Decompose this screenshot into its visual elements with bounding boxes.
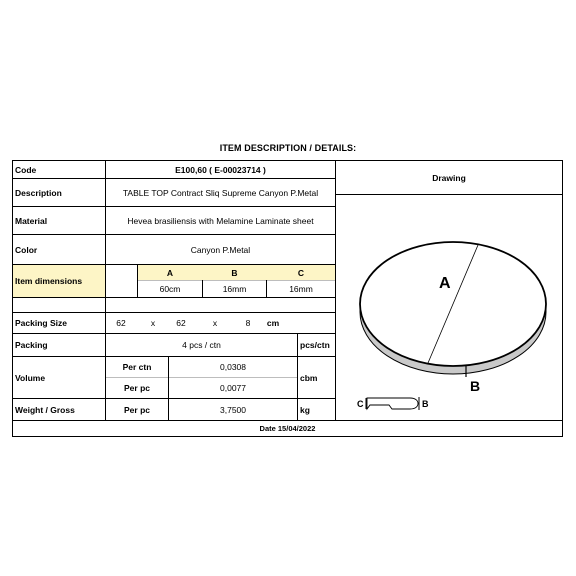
volume-unit: cbm (300, 372, 318, 383)
label-c: C (357, 399, 364, 409)
row-divider (13, 297, 335, 298)
volume-label: Volume (15, 372, 46, 383)
description-value: TABLE TOP Contract Sliq Supreme Canyon P.Metal (122, 187, 319, 198)
volume-per-ctn-value: 0,0308 (220, 362, 246, 372)
item-details-sheet (12, 160, 563, 437)
packing-sep: x (212, 318, 218, 328)
label-b: B (470, 378, 481, 394)
profile-shape (367, 398, 418, 409)
weight-label: Weight / Gross (15, 404, 75, 415)
packing-size-label: Packing Size (15, 318, 67, 328)
material-value: Hevea brasiliensis with Melamine Laminate sheet (127, 215, 314, 226)
label-a: A (439, 275, 451, 292)
packing-size-unit: cm (266, 318, 280, 328)
table-top-drawing (336, 195, 562, 420)
packing-label: Packing (15, 340, 48, 350)
date-footer: Date 15/04/2022 (259, 424, 316, 433)
dimension-c-value: 16mm (289, 284, 313, 294)
code-value: E100,60 ( E-00023714 ) (175, 165, 266, 175)
page-title: ITEM DESCRIPTION / DETAILS: (219, 143, 357, 153)
packing-width: 62 (176, 318, 186, 328)
weight-value: 3,7500 (220, 404, 246, 415)
color-label: Color (15, 244, 38, 255)
code-label: Code (15, 165, 37, 175)
item-dimensions-label: Item dimensions (15, 276, 83, 286)
volume-per-pc-value: 0,0077 (220, 383, 246, 393)
dimension-b-value: 16mm (222, 284, 247, 294)
dimension-a-value: 60cm (159, 284, 181, 294)
packing-length: 62 (116, 318, 126, 328)
weight-per-pc-label: Per pc (124, 404, 150, 415)
dimension-a-header: A (166, 267, 174, 278)
weight-unit: kg (300, 404, 310, 415)
edge-profile-detail (357, 397, 429, 410)
packing-sep: x (150, 318, 156, 328)
volume-per-ctn-label: Per ctn (122, 362, 152, 372)
dimension-b-header: B (231, 267, 238, 278)
description-label: Description (15, 187, 62, 198)
material-label: Material (15, 215, 48, 226)
label-b-small: B (422, 399, 429, 409)
color-value: Canyon P.Metal (190, 244, 251, 255)
dimension-c-header: C (297, 267, 305, 278)
packing-height: 8 (245, 318, 251, 328)
volume-per-pc-label: Per pc (124, 383, 150, 393)
packing-value: 4 pcs / ctn (182, 340, 221, 350)
packing-unit: pcs/ctn (300, 340, 330, 350)
drawing-header: Drawing (432, 173, 466, 183)
